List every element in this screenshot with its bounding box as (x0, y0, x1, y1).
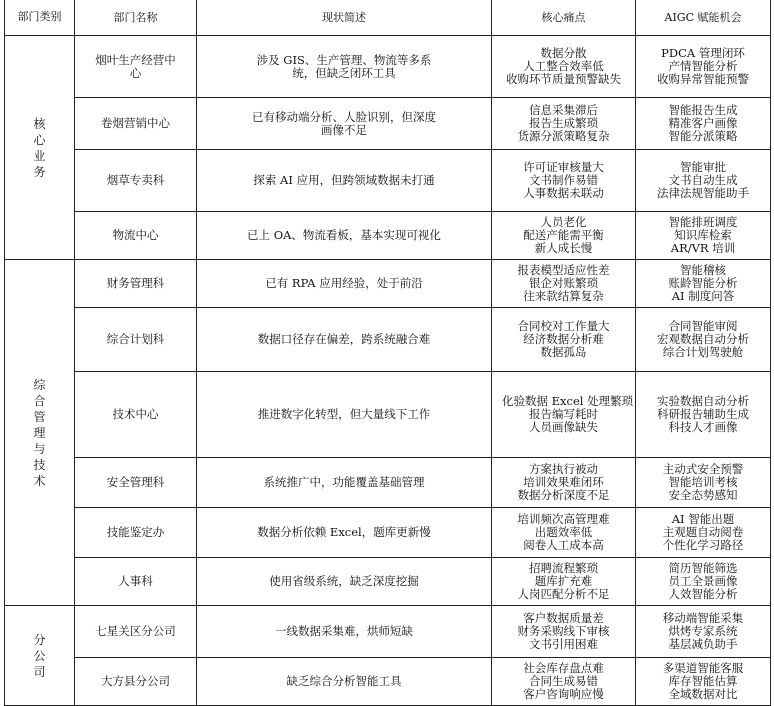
opportunity-item: 个性化学习路径 (662, 538, 744, 552)
pain-point: 阅卷人工成本高 (523, 538, 604, 552)
opportunity-item: 员工全景画像 (668, 574, 738, 588)
category-cell (5, 260, 75, 606)
status-summary: 涉及 GIS、生产管理、物流等多系统，但缺乏闭环工具 (197, 36, 492, 98)
pain-point: 化验数据 Excel 处理繁琐 (502, 394, 634, 408)
pain-points-cell (492, 508, 636, 558)
opportunity-item: 科研报告辅助生成 (657, 407, 749, 421)
opportunity-item: 基层减负助手 (668, 637, 738, 651)
header-row (5, 0, 771, 36)
pain-points-cell (492, 658, 636, 706)
pain-point: 人岗匹配分析不足 (517, 587, 610, 601)
opportunity-item: 综合计划驾驶舱 (662, 345, 744, 359)
category-cell (5, 36, 75, 260)
opportunity-item: 安全态势感知 (668, 488, 738, 502)
opportunity-item: 库存智能估算 (668, 674, 738, 688)
opportunities-cell (636, 508, 771, 558)
table-row (5, 150, 771, 212)
department-name: 人事科 (75, 558, 197, 606)
status-summary: 探索 AI 应用，但跨领域数据未打通 (197, 150, 492, 212)
pain-point: 合同校对工作量大 (517, 319, 610, 333)
header-pain: 核心痛点 (492, 0, 636, 36)
opportunity-item: 简历智能筛选 (668, 561, 738, 575)
department-name: 技能鉴定办 (75, 508, 197, 558)
opportunity-item: 宏观数据自动分析 (657, 332, 749, 346)
header-name: 部门名称 (75, 0, 197, 36)
pain-point: 招聘流程繁琐 (529, 561, 598, 575)
pain-point: 题库扩充难 (534, 574, 593, 588)
category-cell (5, 606, 75, 706)
pain-point: 收购环节质量预警缺失 (506, 72, 621, 86)
opportunity-item: 科技人才画像 (668, 420, 738, 434)
pain-point: 人员画像缺失 (529, 420, 598, 434)
table-row (5, 308, 771, 372)
department-name: 物流中心 (75, 212, 197, 260)
pain-point: 客户数据质量差 (523, 611, 604, 625)
opportunity-item: AR/VR 培训 (670, 241, 736, 255)
department-name: 综合计划科 (75, 308, 197, 372)
category-label: 综合管理与技术 (33, 377, 46, 488)
pain-point: 客户咨询响应慢 (523, 687, 604, 701)
pain-points-cell (492, 260, 636, 308)
status-summary: 使用省级系统，缺乏深度挖掘 (197, 558, 492, 606)
table-row (5, 260, 771, 308)
opportunity-item: PDCA 管理闭环 (661, 46, 745, 60)
pain-point: 合同生成易错 (529, 674, 598, 688)
pain-point: 方案执行被动 (529, 462, 598, 476)
department-name: 大方县分公司 (75, 658, 197, 706)
opportunities-cell (636, 260, 771, 308)
opportunity-item: 收购异常智能预警 (657, 72, 749, 86)
opportunity-item: 主观题自动阅卷 (662, 525, 744, 539)
department-name: 烟草专卖科 (75, 150, 197, 212)
status-summary: 数据分析依赖 Excel，题库更新慢 (197, 508, 492, 558)
status-summary: 已有 RPA 应用经验，处于前沿 (197, 260, 492, 308)
pain-point: 文书引用困难 (529, 637, 598, 651)
table-row (5, 558, 771, 606)
pain-points-cell (492, 212, 636, 260)
department-name: 财务管理科 (75, 260, 197, 308)
opportunity-item: 烘烤专家系统 (668, 624, 738, 638)
opportunity-item: AI 智能出题 (671, 512, 735, 526)
opportunity-item: 智能审批 (680, 160, 726, 174)
status-summary: 已上 OA、物流看板，基本实现可视化 (197, 212, 492, 260)
table-row (5, 606, 771, 658)
pain-points-cell (492, 606, 636, 658)
opportunities-cell (636, 36, 771, 98)
opportunity-item: 知识库检索 (674, 228, 732, 242)
pain-point: 财务采购线下审核 (517, 624, 610, 638)
pain-point: 数据孤岛 (540, 345, 587, 359)
pain-points-cell (492, 98, 636, 150)
opportunity-item: 智能排班调度 (668, 215, 738, 229)
pain-points-cell (492, 36, 636, 98)
opportunity-item: 账龄智能分析 (668, 276, 738, 290)
table-row (5, 508, 771, 558)
status-summary: 一线数据采集难，烘师短缺 (197, 606, 492, 658)
pain-point: 信息采集滞后 (529, 103, 598, 117)
opportunity-item: 主动式安全预警 (662, 462, 744, 476)
table-row (5, 98, 771, 150)
opportunities-cell (636, 606, 771, 658)
opportunities-cell (636, 98, 771, 150)
pain-point: 培训效果难闭环 (523, 475, 604, 489)
category-label: 核心业务 (33, 116, 46, 179)
opportunity-item: AI 制度问答 (671, 289, 735, 303)
pain-points-cell (492, 150, 636, 212)
department-name: 七星关区分公司 (75, 606, 197, 658)
pain-point: 社会库存盘点难 (523, 661, 604, 675)
pain-point: 人事数据未联动 (523, 186, 604, 200)
table-row (5, 212, 771, 260)
pain-point: 人员老化 (540, 215, 587, 229)
header-category: 部门类别 (5, 0, 75, 36)
opportunity-item: 移动端智能采集 (662, 611, 744, 625)
opportunities-cell (636, 150, 771, 212)
opportunity-item: 文书自动生成 (668, 173, 738, 187)
opportunities-cell (636, 458, 771, 508)
opportunity-item: 多渠道智能客服 (662, 661, 744, 675)
opportunities-cell (636, 372, 771, 458)
opportunity-item: 合同智能审阅 (668, 319, 738, 333)
pain-points-cell (492, 558, 636, 606)
header-opportunity: AIGC 赋能机会 (636, 0, 771, 36)
table-row (5, 658, 771, 706)
opportunity-item: 实验数据自动分析 (657, 394, 749, 408)
department-table (4, 0, 771, 706)
status-summary: 缺乏综合分析智能工具 (197, 658, 492, 706)
opportunity-item: 法律法规智能助手 (657, 186, 749, 200)
opportunities-cell (636, 308, 771, 372)
pain-point: 经济数据分析难 (523, 332, 604, 346)
pain-points-cell (492, 458, 636, 508)
department-name: 卷烟营销中心 (75, 98, 197, 150)
pain-point: 许可证审核量大 (523, 160, 604, 174)
department-name: 技术中心 (75, 372, 197, 458)
pain-points-cell (492, 308, 636, 372)
pain-point: 数据分析深度不足 (517, 488, 610, 502)
opportunity-item: 精准客户画像 (668, 116, 738, 130)
table-row (5, 372, 771, 458)
department-name: 安全管理科 (75, 458, 197, 508)
opportunity-item: 产情智能分析 (668, 59, 738, 73)
pain-point: 银企对账繁琐 (529, 276, 598, 290)
pain-point: 报表模型适应性差 (517, 263, 610, 277)
status-summary: 推进数字化转型，但大量线下工作 (197, 372, 492, 458)
category-label: 分公司 (33, 632, 46, 679)
opportunity-item: 智能分派策略 (668, 129, 738, 143)
pain-points-cell (492, 372, 636, 458)
opportunities-cell (636, 558, 771, 606)
table-row (5, 36, 771, 98)
status-summary: 系统推广中，功能覆盖基础管理 (197, 458, 492, 508)
table-body (5, 36, 771, 706)
pain-point: 配送产能需平衡 (523, 228, 604, 242)
opportunities-cell (636, 212, 771, 260)
pain-point: 报告生成繁琐 (529, 116, 598, 130)
pain-point: 新人成长慢 (534, 241, 593, 255)
header-status: 现状简述 (197, 0, 492, 36)
opportunities-cell (636, 658, 771, 706)
opportunity-item: 人效智能分析 (668, 587, 738, 601)
pain-point: 人工整合效率低 (523, 59, 604, 73)
pain-point: 货源分派策略复杂 (517, 129, 610, 143)
status-summary: 已有移动端分析、人脸识别，但深度画像不足 (197, 98, 492, 150)
pain-point: 培训频次高管理难 (517, 512, 610, 526)
pain-point: 往来款结算复杂 (523, 289, 604, 303)
table-row (5, 458, 771, 508)
pain-point: 数据分散 (540, 46, 587, 60)
status-summary: 数据口径存在偏差，跨系统融合难 (197, 308, 492, 372)
opportunity-item: 全域数据对比 (668, 687, 738, 701)
pain-point: 报告编写耗时 (529, 407, 598, 421)
opportunity-item: 智能稽核 (680, 263, 726, 277)
pain-point: 文书制作易错 (529, 173, 598, 187)
opportunity-item: 智能报告生成 (668, 103, 738, 117)
department-name: 烟叶生产经营中心 (75, 36, 197, 98)
opportunity-item: 智能培训考核 (668, 475, 738, 489)
pain-point: 出题效率低 (534, 525, 593, 539)
